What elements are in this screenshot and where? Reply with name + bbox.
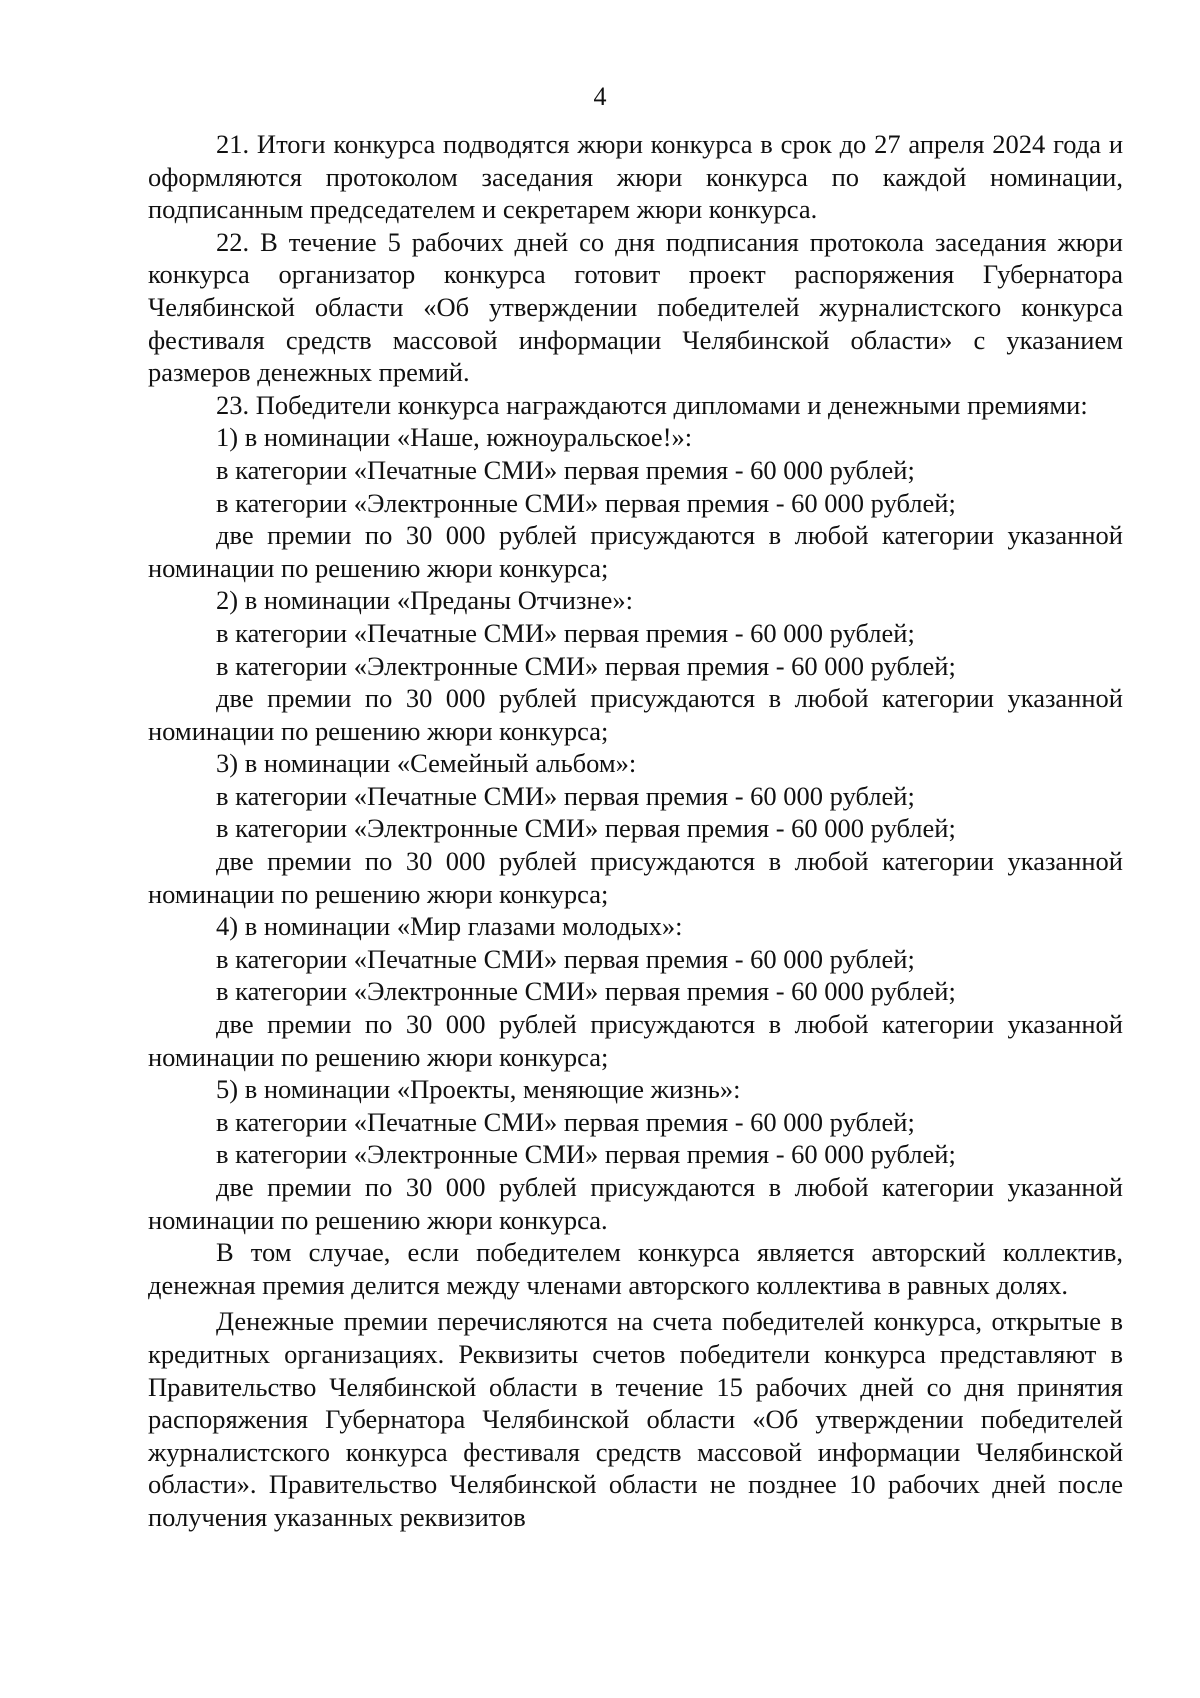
nomination-1-print-prize: в категории «Печатные СМИ» первая премия - 60 000 рублей; bbox=[216, 454, 915, 485]
nomination-3-electronic-prize: в категории «Электронные СМИ» первая премия - 60 000 рублей; bbox=[216, 813, 956, 844]
nomination-4-electronic-prize: в категории «Электронные СМИ» первая премия - 60 000 рублей; bbox=[216, 976, 956, 1007]
nomination-5-heading: 5) в номинации «Проекты, меняющие жизнь»: bbox=[216, 1074, 741, 1105]
nomination-4-extra-prizes: две премии по 30 000 рублей присуждаются в любой категории указанной номинации по решению жюри конкурса; bbox=[148, 1009, 1123, 1072]
prize-transfer-paragraph: Денежные премии перечисляются на счета победителей конкурса, открытые в кредитных организациях. Реквизиты счетов победители конкурса представляют в Правительство Челябинской области в течение 15 рабочих дней со дня принятия распоряжения Губернатора Челябинской области «Об утверждении победителей журналистского конкурса фестиваля средств массовой информации Челябинской области». Правительство Челябинской области не позднее 10 рабочих дней после получения указанных реквизитов bbox=[148, 1306, 1123, 1532]
nomination-4-print-prize: в категории «Печатные СМИ» первая премия - 60 000 рублей; bbox=[216, 943, 915, 974]
nomination-3-extra-prizes: две премии по 30 000 рублей присуждаются в любой категории указанной номинации по решению жюри конкурса; bbox=[148, 846, 1123, 909]
paragraph-23: 23. Победители конкурса награждаются дипломами и денежными премиями: bbox=[216, 389, 1088, 420]
nomination-1-heading: 1) в номинации «Наше, южноуральское!»: bbox=[216, 422, 693, 453]
nomination-2-print-prize: в категории «Печатные СМИ» первая премия - 60 000 рублей; bbox=[216, 617, 915, 648]
nomination-4-heading: 4) в номинации «Мир глазами молодых»: bbox=[216, 911, 683, 942]
nomination-2-heading: 2) в номинации «Преданы Отчизне»: bbox=[216, 585, 633, 616]
document-body bbox=[148, 128, 1123, 1534]
nomination-5-electronic-prize: в категории «Электронные СМИ» первая премия - 60 000 рублей; bbox=[216, 1139, 956, 1170]
nomination-3-heading: 3) в номинации «Семейный альбом»: bbox=[216, 748, 637, 779]
paragraph-22: 22. В течение 5 рабочих дней со дня подписания протокола заседания жюри конкурса организатор конкурса готовит проект распоряжения Губернатора Челябинской области «Об утверждении победителей журналистского конкурса фестиваля средств массовой информации Челябинской области» с указанием размеров денежных премий. bbox=[148, 226, 1123, 388]
nomination-1-extra-prizes: две премии по 30 000 рублей присуждаются в любой категории указанной номинации по решению жюри конкурса; bbox=[148, 520, 1123, 583]
nomination-1-electronic-prize: в категории «Электронные СМИ» первая премия - 60 000 рублей; bbox=[216, 487, 956, 518]
nomination-3-print-prize: в категории «Печатные СМИ» первая премия - 60 000 рублей; bbox=[216, 780, 915, 811]
nomination-5-print-prize: в категории «Печатные СМИ» первая премия - 60 000 рублей; bbox=[216, 1106, 915, 1137]
collective-prize-paragraph: В том случае, если победителем конкурса является авторский коллектив, денежная премия делится между членами авторского коллектива в равных долях. bbox=[148, 1237, 1123, 1300]
nomination-2-electronic-prize: в категории «Электронные СМИ» первая премия - 60 000 рублей; bbox=[216, 650, 956, 681]
nomination-2-extra-prizes: две премии по 30 000 рублей присуждаются в любой категории указанной номинации по решению жюри конкурса; bbox=[148, 683, 1123, 746]
paragraph-21: 21. Итоги конкурса подводятся жюри конкурса в срок до 27 апреля 2024 года и оформляются протоколом заседания жюри конкурса по каждой номинации, подписанным председателем и секретарем жюри конкурса. bbox=[148, 129, 1123, 225]
page-number: 4 bbox=[593, 82, 607, 111]
nomination-5-extra-prizes: две премии по 30 000 рублей присуждаются в любой категории указанной номинации по решению жюри конкурса. bbox=[148, 1172, 1123, 1235]
